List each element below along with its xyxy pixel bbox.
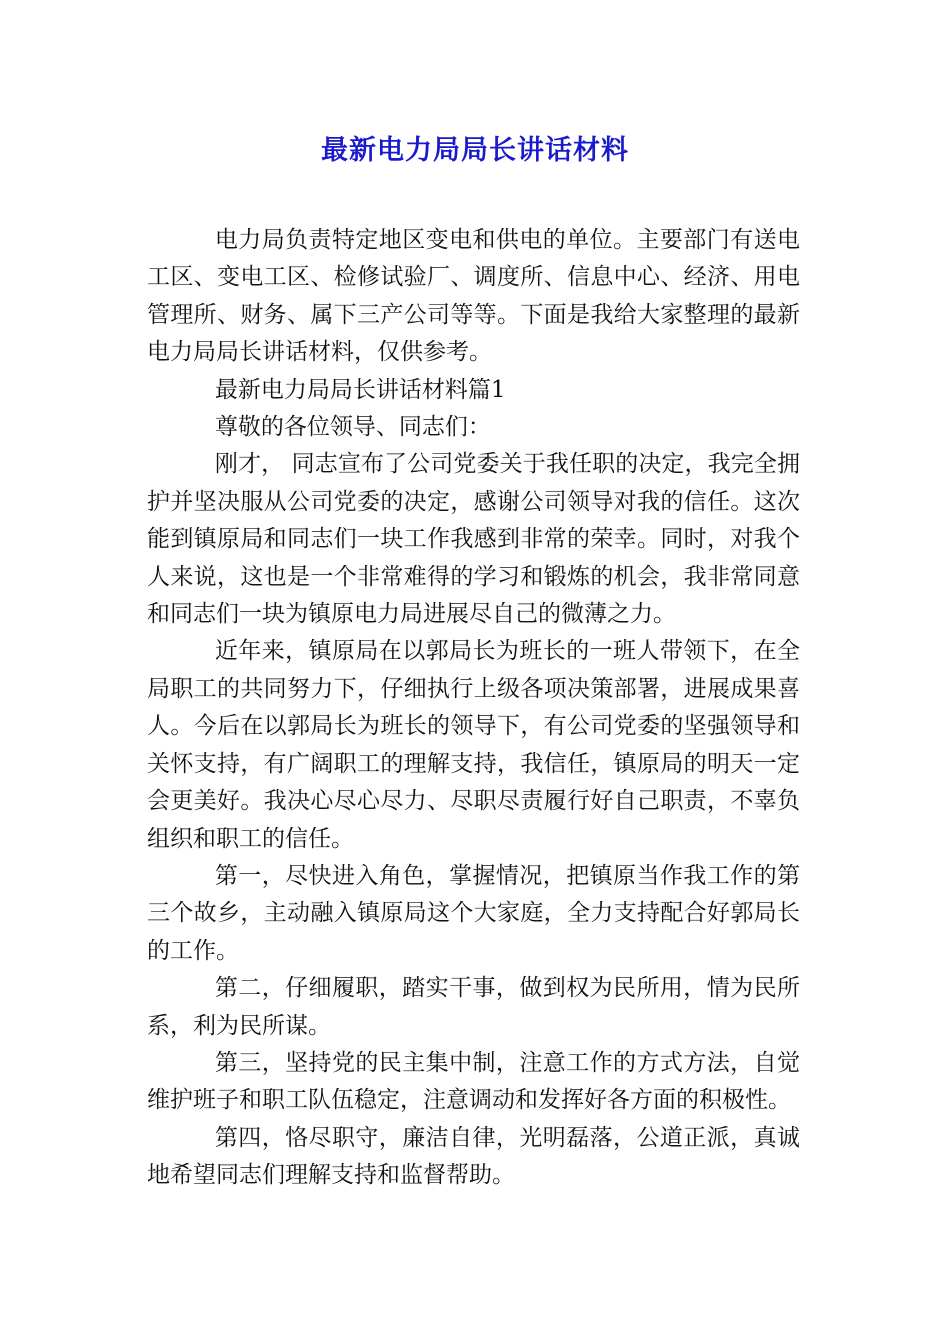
salutation: 尊敬的各位领导、同志们：: [214, 414, 491, 441]
intro-paragraph: 电力局负责特定地区变电和供电的单位。主要部门有送电工区、变电工区、检修试验厂、调度所、信息中心、经济、用电管理所、财务、属下三产公司等等。下面是我给大家整理的最新电力局局长讲话材料，仅供参考。: [147, 227, 800, 366]
pledge-paragraph: 第三，坚持党的民主集中制，注意工作的方式方法，自觉维护班子和职工队伍稳定，注意调动和发挥好各方面的积极性。: [147, 1049, 800, 1114]
pledge-paragraph: 第四，恪尽职守，廉洁自律，光明磊落，公道正派，真诚地希望同志们理解支持和监督帮助。: [147, 1124, 800, 1189]
pledge-paragraph: 第一，尽快进入角色，掌握情况，把镇原当作我工作的第三个故乡，主动融入镇原局这个大家庭，全力支持配合好郭局长的工作。: [147, 862, 800, 964]
pledge-paragraph: 第二，仔细履职，踏实干事，做到权为民所用，情为民所系，利为民所谋。: [147, 975, 800, 1039]
body-paragraph: 近年来，镇原局在以郭局长为班长的一班人带领下，在全局职工的共同努力下，仔细执行上级各项决策部署，进展成果喜人。今后在以郭局长为班长的领导下，有公司党委的坚强领导和关怀支持，有广阔职工的理解支持，我信任，镇原局的明天一定会更美好。我决心尽心尽力、尽职尽责履行好自己职责，不辜负组织和职工的信任。: [147, 638, 800, 852]
body-paragraph: 刚才， 同志宣布了公司党委关于我任职的决定，我完全拥护并坚决服从公司党委的决定，感谢公司领导对我的信任。这次能到镇原局和同志们一块工作我感到非常的荣幸。同时，对我个人来说，这也是一个非常难得的学习和锻炼的机会，我非常同意和同志们一块为镇原电力局进展尽自己的微薄之力。: [147, 451, 800, 628]
document-title: 最新电力局局长讲话材料: [321, 135, 629, 166]
document-body: [147, 222, 800, 1195]
section-heading: 最新电力局局长讲话材料篇1: [214, 376, 506, 403]
